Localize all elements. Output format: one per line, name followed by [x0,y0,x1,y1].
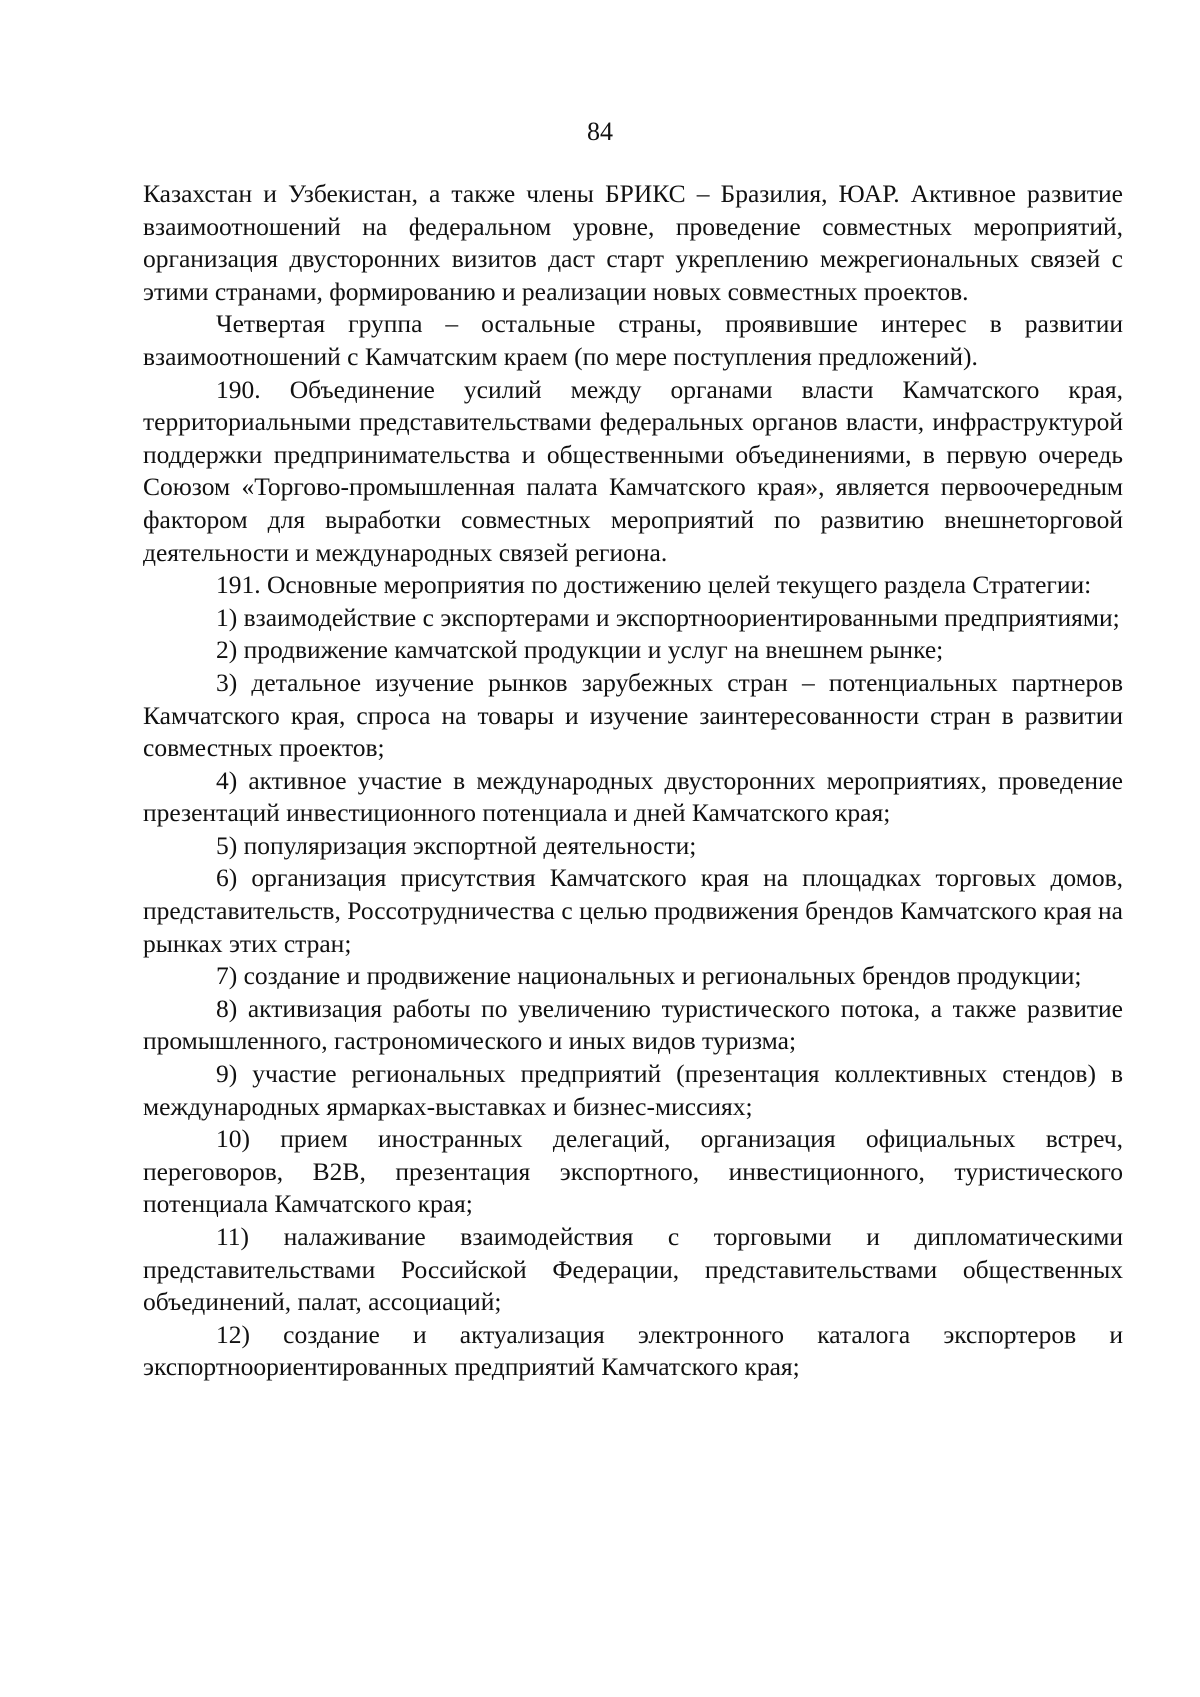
list-item-8: 8) активизация работы по увеличению туристического потока, а также развитие промышленного, гастрономического и иных видов туризма; [143,993,1123,1056]
document-body [143,178,1123,1384]
list-item-9: 9) участие региональных предприятий (презентация коллективных стендов) в международных ярмарках-выставках и бизнес-миссиях; [143,1059,1123,1121]
list-item-4: 4) активное участие в международных двусторонних мероприятиях, проведение презентаций инвестиционного потенциала и дней Камчатского края; [143,765,1123,828]
paragraph-item-191: 191. Основные мероприятия по достижению целей текущего раздела Стратегии: [216,570,1092,600]
list-item-12: 12) создание и актуализация электронного каталога экспортеров и экспортноориентированных предприятий Камчатского края; [143,1319,1123,1382]
list-item-10: 10) прием иностранных делегаций, организация официальных встреч, переговоров, B2B, презентация экспортного, инвестиционного, туристического потенциала Камчатского края; [143,1124,1123,1219]
list-item-5: 5) популяризация экспортной деятельности; [216,830,697,860]
list-item-11: 11) налаживание взаимодействия с торговыми и дипломатическими представительствами Российской Федерации, представительствами общественных объединений, палат, ассоциаций; [143,1222,1123,1317]
page-number: 84 [587,117,613,146]
paragraph-fourth-group: Четвертая группа – остальные страны, проявившие интерес в развитии взаимоотношений с Камчатским краем (по мере поступления предложений). [143,309,1123,371]
list-item-6: 6) организация присутствия Камчатского края на площадках торговых домов, представительств, Россотрудничества с целью продвижения брендов Камчатского края на рынках этих стран; [143,863,1123,958]
list-item-1: 1) взаимодействие с экспортерами и экспортноориентированными предприятиями; [216,602,1120,632]
paragraph-item-190: 190. Объединение усилий между органами власти Камчатского края, территориальными представительствами федеральных органов власти, инфраструктурой поддержки предпринимательства и общественными объединениями, в первую очередь Союзом «Торгово-промышленная палата Камчатского края», является первоочередным фактором для выработки совместных мероприятий по развитию внешнеторговой деятельности и международных связей региона. [143,374,1123,567]
list-item-7: 7) создание и продвижение национальных и региональных брендов продукции; [216,961,1082,991]
paragraph-continuation: Казахстан и Узбекистан, а также члены БРИКС – Бразилия, ЮАР. Активное развитие взаимоотношений на федеральном уровне, проведение совместных мероприятий, организация двусторонних визитов даст старт укреплению межрегиональных связей с этими странами, формированию и реализации новых совместных проектов. [143,179,1123,306]
list-item-2: 2) продвижение камчатской продукции и услуг на внешнем рынке; [216,635,944,665]
list-item-3: 3) детальное изучение рынков зарубежных стран – потенциальных партнеров Камчатского края, спроса на товары и изучение заинтересованности стран в развитии совместных проектов; [143,667,1123,763]
